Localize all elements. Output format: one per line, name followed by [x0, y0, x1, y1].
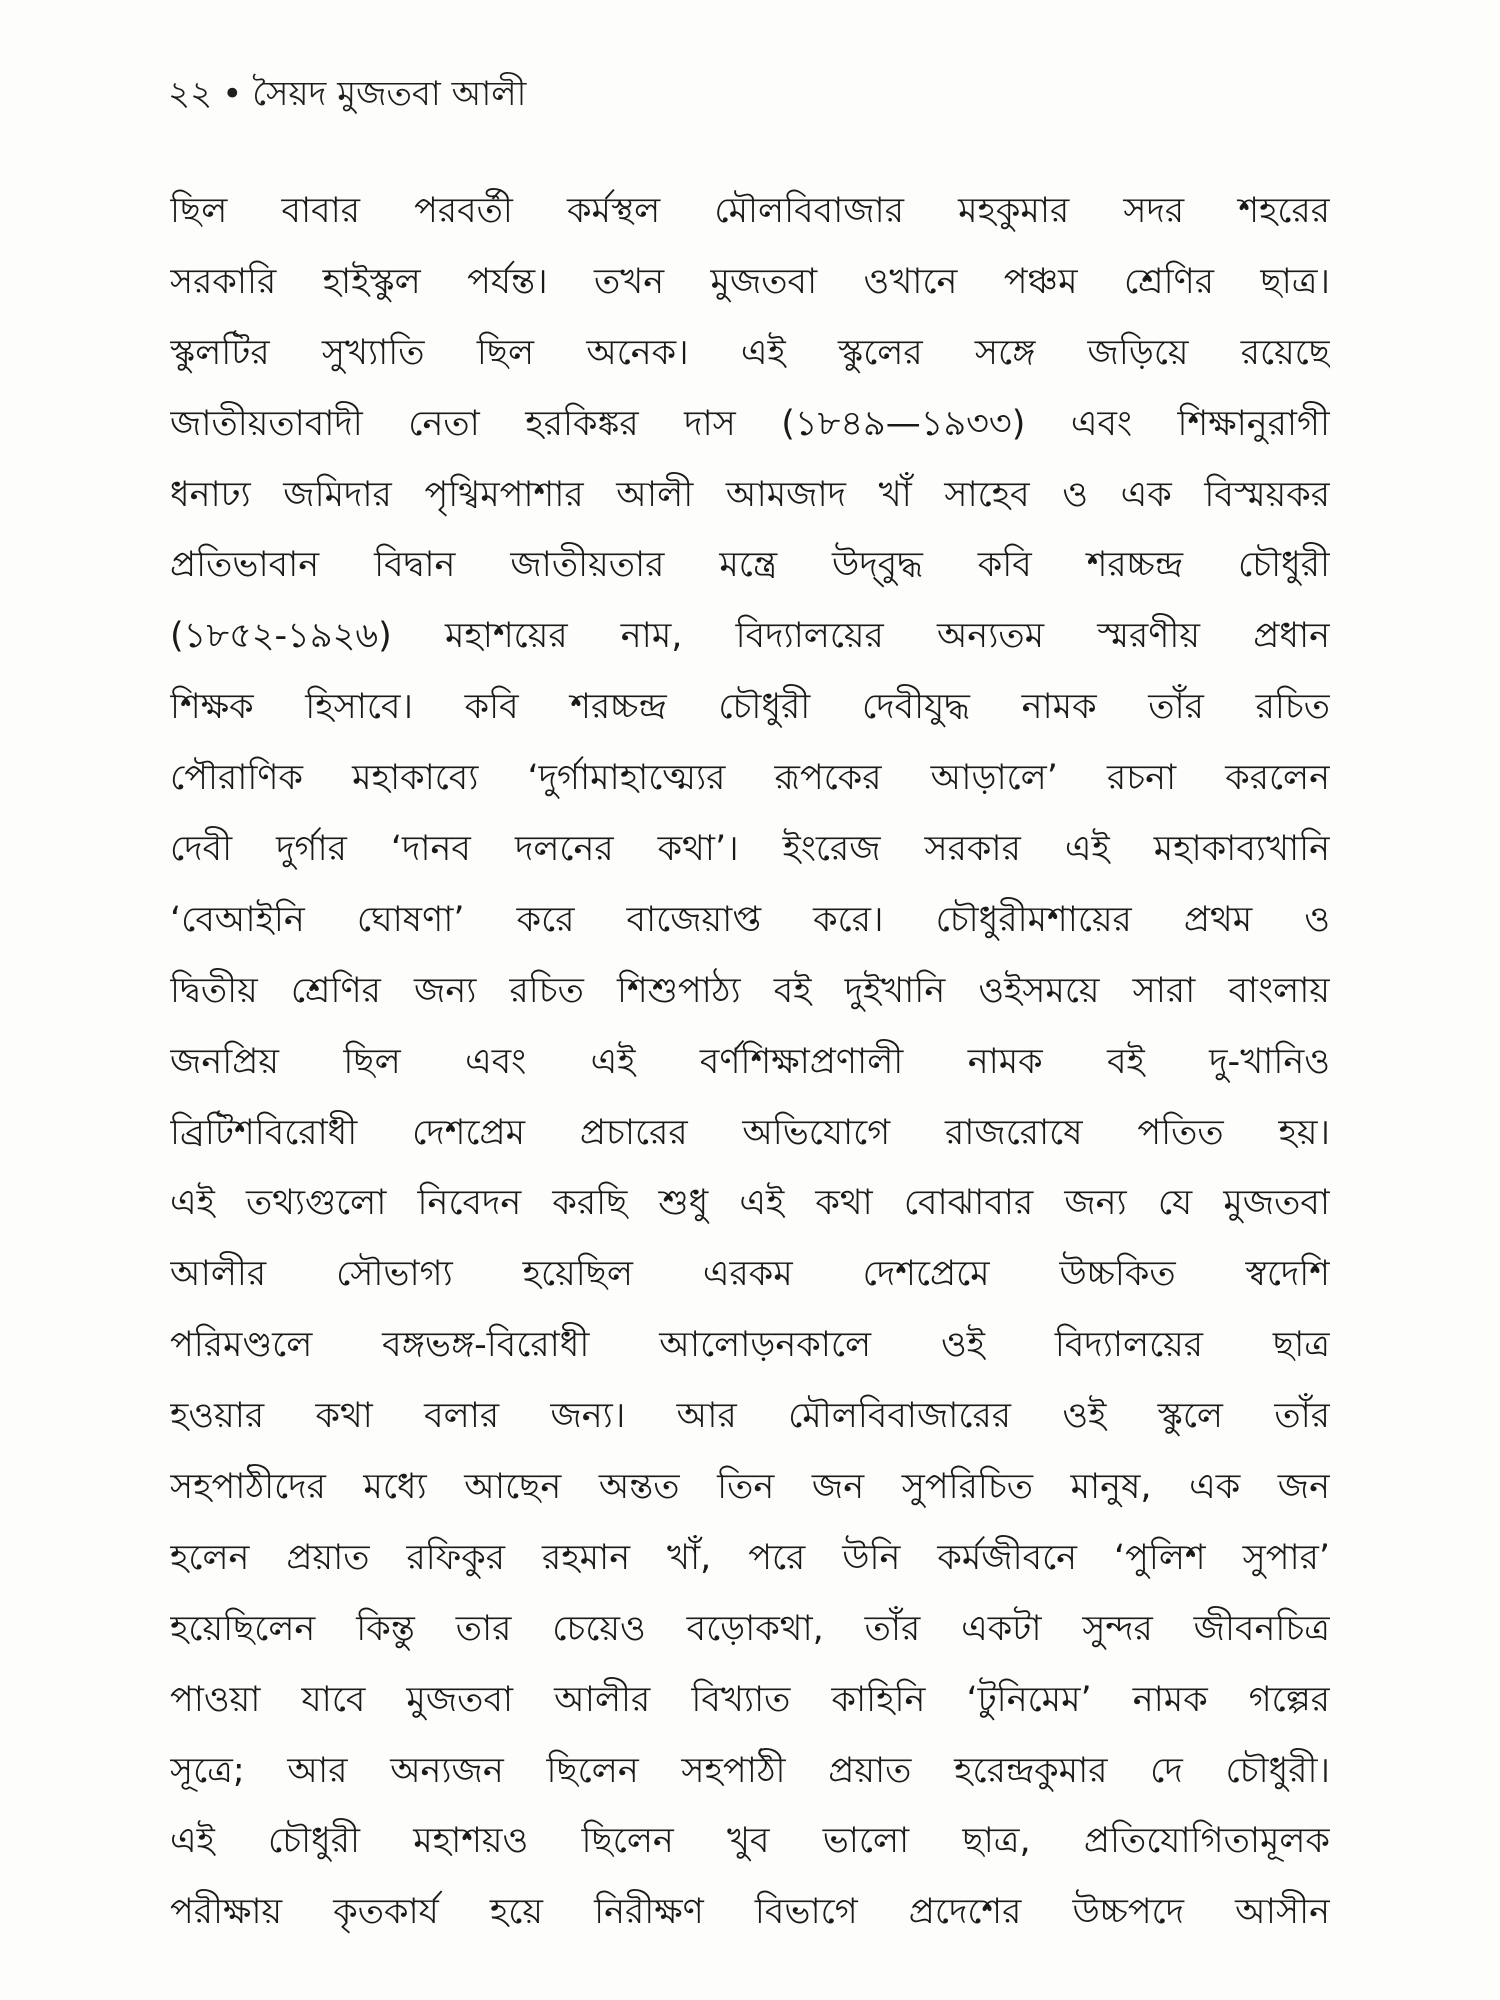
text-line: ছিল বাবার পরবর্তী কর্মস্থল মৌলবিবাজার মহকুমার সদর শহরের	[170, 191, 1330, 231]
text-line: আলীর সৌভাগ্য হয়েছিল এরকম দেশপ্রেমে উচ্চকিত স্বদেশি	[170, 1254, 1330, 1295]
text-line: এই চৌধুরী মহাশয়ও ছিলেন খুব ভালো ছাত্র, প্রতিযোগিতামূলক	[170, 1821, 1330, 1862]
text-line: জনপ্রিয় ছিল এবং এই বর্ণশিক্ষাপ্রণালী নামক বই দু-খানিও	[170, 1041, 1330, 1082]
text-line: (১৮৫২-১৯২৬) মহাশয়ের নাম, বিদ্যালয়ের অন্যতম স্মরণীয় প্রধান	[170, 616, 1330, 657]
text-line: ব্রিটিশবিরোধী দেশপ্রেম প্রচারের অভিযোগে রাজরোষে পতিত হয়।	[170, 1112, 1330, 1153]
running-header	[168, 70, 526, 118]
text-line: হয়েছিলেন কিন্তু তার চেয়েও বড়োকথা, তাঁর একটা সুন্দর জীবনচিত্র	[170, 1608, 1330, 1649]
text-line: ধনাঢ্য জমিদার পৃথ্বিমপাশার আলী আমজাদ খাঁ সাহেব ও এক বিস্ময়কর	[170, 474, 1330, 515]
text-line: পাওয়া যাবে মুজতবা আলীর বিখ্যাত কাহিনি ‘টুনিমেম’ নামক গল্পের	[170, 1679, 1330, 1720]
text-line: হওয়ার কথা বলার জন্য। আর মৌলবিবাজারের ওই স্কুলে তাঁর	[170, 1396, 1330, 1437]
text-line: শিক্ষক হিসাবে। কবি শরচ্চন্দ্র চৌধুরী দেবীযুদ্ধ নামক তাঁর রচিত	[170, 687, 1330, 728]
text-line: দ্বিতীয় শ্রেণির জন্য রচিত শিশুপাঠ্য বই দুইখানি ওইসময়ে সারা বাংলায়	[170, 970, 1330, 1011]
text-line: পৌরাণিক মহাকাব্যে ‘দুর্গামাহাত্ম্যের রূপকের আড়ালে’ রচনা করলেন	[170, 758, 1330, 799]
text-line: ‘বেআইনি ঘোষণা’ করে বাজেয়াপ্ত করে। চৌধুরীমশায়ের প্রথম ও	[170, 899, 1330, 940]
page-number: ২২	[168, 74, 213, 114]
text-line: স্কুলটির সুখ্যাতি ছিল অনেক। এই স্কুলের সঙ্গে জড়িয়ে রয়েছে	[170, 332, 1330, 373]
header-bullet: •	[222, 74, 243, 114]
text-line: সরকারি হাইস্কুল পর্যন্ত। তখন মুজতবা ওখানে পঞ্চম শ্রেণির ছাত্র।	[170, 261, 1330, 302]
text-line: সূত্রে; আর অন্যজন ছিলেন সহপাঠী প্রয়াত হরেন্দ্রকুমার দে চৌধুরী।	[170, 1750, 1330, 1791]
body-text	[170, 176, 1330, 1948]
text-line: জাতীয়তাবাদী নেতা হরকিঙ্কর দাস (১৮৪৯—১৯৩৩) এবং শিক্ষানুরাগী	[170, 403, 1330, 444]
text-line: প্রতিভাবান বিদ্বান জাতীয়তার মন্ত্রে উদ্‌বুদ্ধ কবি শরচ্চন্দ্র চৌধুরী	[170, 545, 1330, 586]
text-line: পরিমণ্ডলে বঙ্গভঙ্গ-বিরোধী আলোড়নকালে ওই বিদ্যালয়ের ছাত্র	[170, 1325, 1330, 1366]
text-line: দেবী দুর্গার ‘দানব দলনের কথা’। ইংরেজ সরকার এই মহাকাব্যখানি	[170, 829, 1330, 870]
text-line: পরীক্ষায় কৃতকার্য হয়ে নিরীক্ষণ বিভাগে প্রদেশের উচ্চপদে আসীন	[170, 1892, 1330, 1933]
author-name: সৈয়দ মুজতবা আলী	[252, 74, 527, 114]
text-line: সহপাঠীদের মধ্যে আছেন অন্তত তিন জন সুপরিচিত মানুষ, এক জন	[170, 1467, 1330, 1508]
text-line: এই তথ্যগুলো নিবেদন করছি শুধু এই কথা বোঝাবার জন্য যে মুজতবা	[170, 1183, 1330, 1224]
text-line: হলেন প্রয়াত রফিকুর রহমান খাঁ, পরে উনি কর্মজীবনে ‘পুলিশ সুপার’	[170, 1537, 1330, 1578]
